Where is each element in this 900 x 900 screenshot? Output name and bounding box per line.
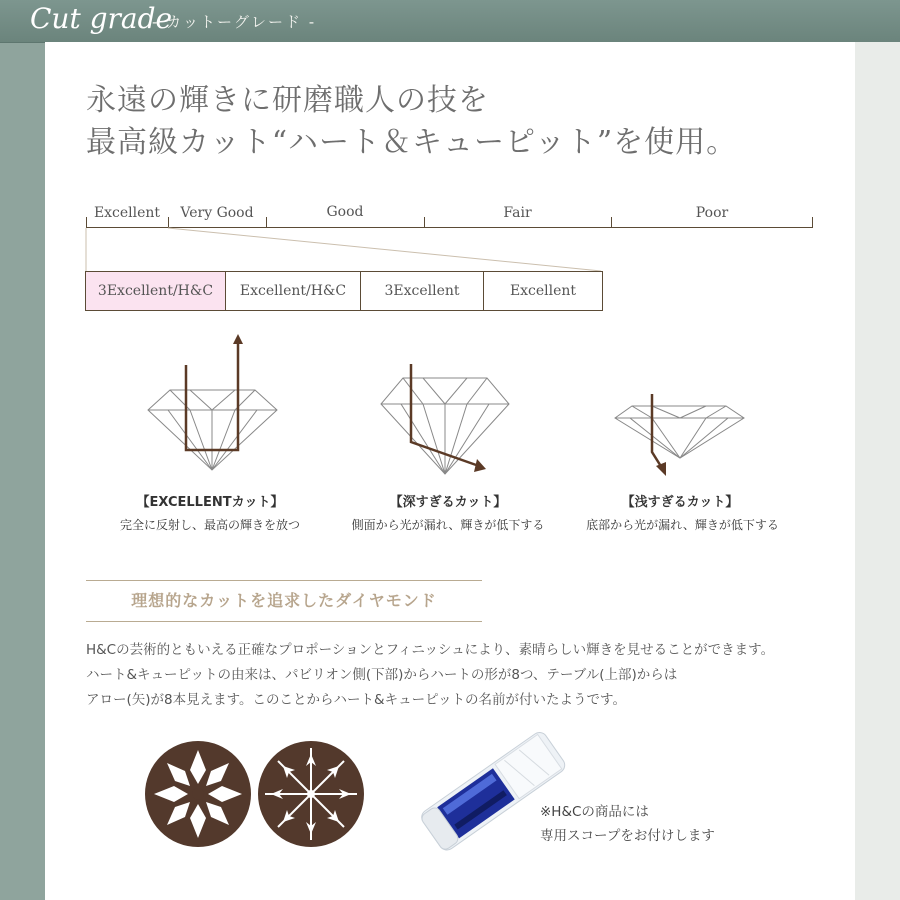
diagram-1-title: 【EXCELLENTカット】 — [136, 495, 284, 510]
scale-label-very-good: Very Good — [180, 205, 254, 221]
diamond-excellent-diagram — [140, 330, 285, 480]
description-text — [86, 638, 826, 713]
diamond-deep-diagram — [375, 362, 520, 482]
diagram-1-text: 完全に反射し、最高の輝きを放つ — [119, 518, 300, 532]
description-line-1: H&Cの芸術的ともいえる正確なプロポーションとフィニッシュにより、素晴らしい輝きを見せることができます。 — [86, 642, 775, 658]
description-line-2: ハート&キューピットの由来は、パビリオン側(下部)からハートの形が8つ、テーブル(上部)からは — [86, 667, 678, 683]
scale-label-fair: Fair — [503, 205, 532, 221]
diagram-2-title: 【深すぎるカット】 — [389, 495, 507, 510]
hc-scope-image — [400, 722, 570, 872]
grade-excellent: Excellent — [509, 283, 577, 299]
arrows-pattern-image — [257, 740, 365, 848]
diagram-3-title: 【浅すぎるカット】 — [621, 495, 739, 510]
grade-3excellent: 3Excellent — [361, 272, 484, 310]
scale-label-poor: Poor — [695, 205, 729, 221]
diamond-shallow-diagram — [610, 392, 750, 482]
scope-note-line-2: 専用スコープをお付けします — [540, 828, 715, 844]
scale-label-good: Good — [326, 204, 364, 220]
grade-excellent-hc: Excellent/H&C — [226, 272, 361, 310]
hearts-pattern-image — [144, 740, 252, 848]
section-title: 理想的なカットを追求したダイヤモンド — [86, 580, 482, 622]
headline-line-1: 永遠の輝きに研磨職人の技を — [86, 83, 489, 118]
header-title-ja: - カットーグレード - — [152, 13, 317, 31]
diagram-2-text: 側面から光が漏れ、輝きが低下する — [351, 518, 545, 532]
header-title-en: Cut grade — [30, 2, 173, 35]
diagram-3-text: 底部から光が漏れ、輝きが低下する — [586, 518, 779, 532]
grade-3excellent-hc: 3Excellent/H&C — [86, 272, 226, 310]
scope-note — [540, 800, 715, 848]
scope-note-line-1: ※H&Cの商品には — [540, 804, 649, 820]
scale-label-excellent: Excellent — [93, 205, 161, 221]
grade-breakdown — [85, 271, 603, 311]
description-line-3: アロー(矢)が8本見えます。このことからハート&キューピットの名前が付いたようです。 — [86, 692, 626, 708]
headline-line-2: 最高級カット“ハート＆キューピット”を使用。 — [86, 125, 738, 160]
